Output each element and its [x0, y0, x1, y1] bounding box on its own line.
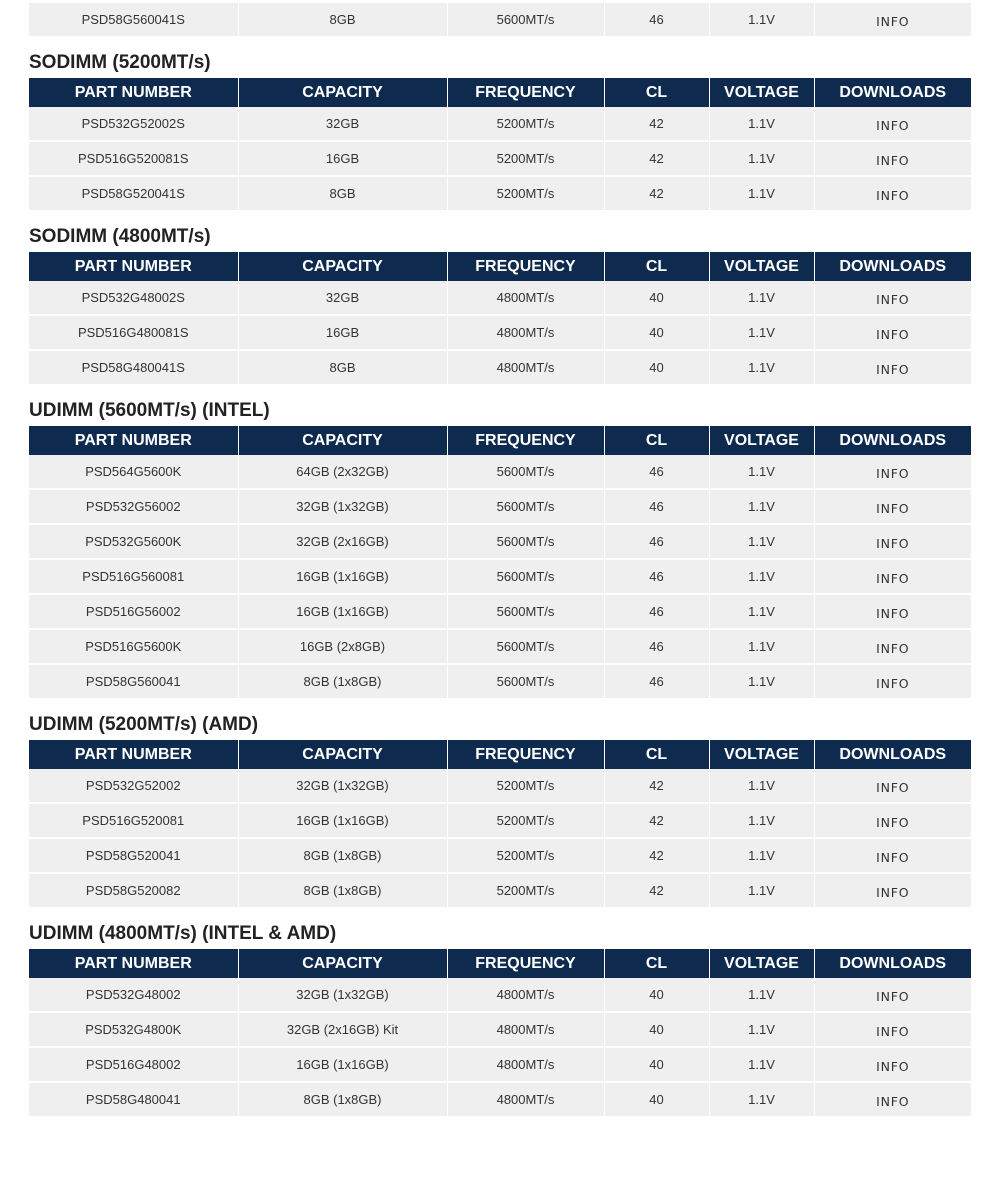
- info-link[interactable]: INFO: [876, 501, 910, 516]
- cl-cell: 40: [604, 350, 709, 384]
- part-number-cell: PSD516G560081: [29, 559, 238, 594]
- capacity-cell: 16GB: [238, 315, 447, 350]
- cl-cell: 40: [604, 1047, 709, 1082]
- info-link[interactable]: INFO: [876, 850, 910, 865]
- downloads-cell: [814, 873, 971, 907]
- table-header-row: [29, 78, 971, 107]
- header-downloads: DOWNLOADS: [814, 740, 971, 769]
- header-frequency: FREQUENCY: [447, 426, 604, 455]
- header-voltage: VOLTAGE: [709, 426, 814, 455]
- spec-table: [29, 252, 971, 384]
- downloads-cell: [814, 559, 971, 594]
- header-part-number: PART NUMBER: [29, 740, 238, 769]
- cl-cell: 42: [604, 141, 709, 176]
- table-row: [29, 315, 971, 350]
- voltage-cell: 1.1V: [709, 769, 814, 803]
- voltage-cell: 1.1V: [709, 176, 814, 210]
- downloads-cell: [814, 141, 971, 176]
- part-number-cell: PSD532G5600K: [29, 524, 238, 559]
- header-voltage: VOLTAGE: [709, 252, 814, 281]
- part-number-cell: PSD532G4800K: [29, 1012, 238, 1047]
- cl-cell: 40: [604, 281, 709, 315]
- info-link[interactable]: INFO: [876, 780, 910, 795]
- product-section: [29, 48, 971, 210]
- table-row: [29, 1012, 971, 1047]
- capacity-cell: 32GB (2x16GB) Kit: [238, 1012, 447, 1047]
- table-row: [29, 489, 971, 524]
- downloads-cell: [814, 524, 971, 559]
- part-number-cell: PSD58G560041: [29, 664, 238, 698]
- part-number-cell: PSD516G56002: [29, 594, 238, 629]
- capacity-cell: 32GB (1x32GB): [238, 769, 447, 803]
- capacity-cell: 8GB: [238, 350, 447, 384]
- header-downloads: DOWNLOADS: [814, 78, 971, 107]
- table-row: [29, 141, 971, 176]
- cl-cell: 42: [604, 803, 709, 838]
- capacity-cell: 16GB (1x16GB): [238, 1047, 447, 1082]
- info-link[interactable]: INFO: [876, 466, 910, 481]
- frequency-cell: 5200MT/s: [447, 803, 604, 838]
- header-voltage: VOLTAGE: [709, 78, 814, 107]
- part-number-cell: PSD516G520081: [29, 803, 238, 838]
- header-part-number: PART NUMBER: [29, 426, 238, 455]
- downloads-cell: [814, 664, 971, 698]
- downloads-cell: [814, 803, 971, 838]
- table-header-row: [29, 426, 971, 455]
- voltage-cell: 1.1V: [709, 489, 814, 524]
- header-capacity: CAPACITY: [238, 252, 447, 281]
- voltage-cell: 1.1V: [709, 1082, 814, 1116]
- info-link[interactable]: INFO: [876, 815, 910, 830]
- table-header-row: [29, 252, 971, 281]
- frequency-cell: 5200MT/s: [447, 107, 604, 141]
- info-link[interactable]: INFO: [876, 536, 910, 551]
- cl-cell: 46: [604, 489, 709, 524]
- table-row: [29, 769, 971, 803]
- part-number-cell: PSD58G480041: [29, 1082, 238, 1116]
- header-cl: CL: [604, 252, 709, 281]
- table-row: [29, 664, 971, 698]
- downloads-cell: [814, 315, 971, 350]
- info-link[interactable]: INFO: [876, 362, 910, 377]
- info-link[interactable]: INFO: [876, 1094, 910, 1109]
- downloads-cell: [814, 594, 971, 629]
- voltage-cell: 1.1V: [709, 873, 814, 907]
- part-number-cell: PSD516G520081S: [29, 141, 238, 176]
- header-frequency: FREQUENCY: [447, 949, 604, 978]
- part-number-cell: PSD532G56002: [29, 489, 238, 524]
- header-voltage: VOLTAGE: [709, 740, 814, 769]
- info-link[interactable]: INFO: [876, 1024, 910, 1039]
- cl-cell: 46: [604, 559, 709, 594]
- table-row: [29, 978, 971, 1012]
- voltage-cell: 1.1V: [709, 629, 814, 664]
- info-link[interactable]: INFO: [876, 571, 910, 586]
- capacity-cell: 8GB (1x8GB): [238, 838, 447, 873]
- header-part-number: PART NUMBER: [29, 252, 238, 281]
- section-title: SODIMM (5200MT/s): [29, 52, 211, 73]
- capacity-cell: 8GB (1x8GB): [238, 1082, 447, 1116]
- voltage-cell: 1.1V: [709, 838, 814, 873]
- cl-cell: 42: [604, 176, 709, 210]
- capacity-cell: 32GB: [238, 107, 447, 141]
- table-row: [29, 455, 971, 489]
- info-link[interactable]: INFO: [876, 14, 910, 29]
- table-row: [29, 594, 971, 629]
- cl-cell: 40: [604, 1082, 709, 1116]
- capacity-cell: 8GB (1x8GB): [238, 873, 447, 907]
- product-section: [29, 710, 971, 907]
- downloads-cell: [814, 1047, 971, 1082]
- part-number-cell: PSD58G560041S: [29, 3, 238, 36]
- cl-cell: 42: [604, 769, 709, 803]
- spec-table: [29, 78, 971, 210]
- capacity-cell: 32GB (2x16GB): [238, 524, 447, 559]
- voltage-cell: 1.1V: [709, 315, 814, 350]
- info-link[interactable]: INFO: [876, 1059, 910, 1074]
- downloads-cell: [814, 629, 971, 664]
- previous-table-tail: [29, 3, 971, 36]
- voltage-cell: 1.1V: [709, 664, 814, 698]
- voltage-cell: 1.1V: [709, 3, 814, 36]
- voltage-cell: 1.1V: [709, 978, 814, 1012]
- header-part-number: PART NUMBER: [29, 78, 238, 107]
- frequency-cell: 4800MT/s: [447, 281, 604, 315]
- frequency-cell: 4800MT/s: [447, 978, 604, 1012]
- info-link[interactable]: INFO: [876, 292, 910, 307]
- part-number-cell: PSD58G520082: [29, 873, 238, 907]
- cl-cell: 46: [604, 629, 709, 664]
- downloads-cell: [814, 455, 971, 489]
- cl-cell: 40: [604, 1012, 709, 1047]
- frequency-cell: 5600MT/s: [447, 664, 604, 698]
- capacity-cell: 8GB (1x8GB): [238, 664, 447, 698]
- header-capacity: CAPACITY: [238, 426, 447, 455]
- frequency-cell: 5600MT/s: [447, 524, 604, 559]
- spec-table: [29, 426, 971, 698]
- downloads-cell: [814, 1082, 971, 1116]
- capacity-cell: 8GB: [238, 176, 447, 210]
- header-downloads: DOWNLOADS: [814, 426, 971, 455]
- table-row: [29, 3, 971, 36]
- part-number-cell: PSD532G52002: [29, 769, 238, 803]
- table-row: [29, 559, 971, 594]
- voltage-cell: 1.1V: [709, 455, 814, 489]
- downloads-cell: [814, 1012, 971, 1047]
- downloads-cell: [814, 769, 971, 803]
- cl-cell: 40: [604, 315, 709, 350]
- table-row: [29, 176, 971, 210]
- voltage-cell: 1.1V: [709, 559, 814, 594]
- part-number-cell: PSD516G5600K: [29, 629, 238, 664]
- downloads-cell: [814, 281, 971, 315]
- part-number-cell: PSD532G52002S: [29, 107, 238, 141]
- voltage-cell: 1.1V: [709, 350, 814, 384]
- info-link[interactable]: INFO: [876, 641, 910, 656]
- section-title: UDIMM (5200MT/s) (AMD): [29, 714, 259, 735]
- capacity-cell: 16GB (2x8GB): [238, 629, 447, 664]
- capacity-cell: 16GB (1x16GB): [238, 559, 447, 594]
- downloads-cell: [814, 838, 971, 873]
- downloads-cell: [814, 3, 971, 36]
- voltage-cell: 1.1V: [709, 524, 814, 559]
- frequency-cell: 5600MT/s: [447, 629, 604, 664]
- table-header-row: [29, 949, 971, 978]
- voltage-cell: 1.1V: [709, 594, 814, 629]
- table-row: [29, 524, 971, 559]
- header-frequency: FREQUENCY: [447, 252, 604, 281]
- info-link[interactable]: INFO: [876, 118, 910, 133]
- header-capacity: CAPACITY: [238, 78, 447, 107]
- capacity-cell: 16GB (1x16GB): [238, 803, 447, 838]
- header-cl: CL: [604, 740, 709, 769]
- frequency-cell: 5200MT/s: [447, 769, 604, 803]
- header-part-number: PART NUMBER: [29, 949, 238, 978]
- downloads-cell: [814, 107, 971, 141]
- capacity-cell: 8GB: [238, 3, 447, 36]
- part-number-cell: PSD532G48002: [29, 978, 238, 1012]
- frequency-cell: 5600MT/s: [447, 489, 604, 524]
- part-number-cell: PSD58G480041S: [29, 350, 238, 384]
- table-row: [29, 350, 971, 384]
- frequency-cell: 4800MT/s: [447, 1047, 604, 1082]
- frequency-cell: 4800MT/s: [447, 315, 604, 350]
- part-number-cell: PSD58G520041: [29, 838, 238, 873]
- cl-cell: 46: [604, 524, 709, 559]
- cl-cell: 46: [604, 455, 709, 489]
- frequency-cell: 5600MT/s: [447, 3, 604, 36]
- table-row: [29, 873, 971, 907]
- frequency-cell: 5600MT/s: [447, 559, 604, 594]
- downloads-cell: [814, 978, 971, 1012]
- capacity-cell: 16GB (1x16GB): [238, 594, 447, 629]
- voltage-cell: 1.1V: [709, 141, 814, 176]
- product-section: [29, 396, 971, 698]
- downloads-cell: [814, 489, 971, 524]
- frequency-cell: 5200MT/s: [447, 838, 604, 873]
- voltage-cell: 1.1V: [709, 1047, 814, 1082]
- header-capacity: CAPACITY: [238, 740, 447, 769]
- product-section: [29, 919, 971, 1116]
- info-link[interactable]: INFO: [876, 885, 910, 900]
- frequency-cell: 4800MT/s: [447, 350, 604, 384]
- cl-cell: 42: [604, 107, 709, 141]
- part-number-cell: PSD516G480081S: [29, 315, 238, 350]
- frequency-cell: 5200MT/s: [447, 176, 604, 210]
- capacity-cell: 32GB (1x32GB): [238, 978, 447, 1012]
- capacity-cell: 16GB: [238, 141, 447, 176]
- frequency-cell: 5600MT/s: [447, 594, 604, 629]
- info-link[interactable]: INFO: [876, 327, 910, 342]
- downloads-cell: [814, 176, 971, 210]
- table-row: [29, 629, 971, 664]
- cl-cell: 40: [604, 978, 709, 1012]
- cl-cell: 46: [604, 594, 709, 629]
- voltage-cell: 1.1V: [709, 803, 814, 838]
- section-title: UDIMM (5600MT/s) (INTEL): [29, 400, 270, 421]
- info-link[interactable]: INFO: [876, 153, 910, 168]
- capacity-cell: 32GB: [238, 281, 447, 315]
- header-cl: CL: [604, 78, 709, 107]
- table-header-row: [29, 740, 971, 769]
- header-capacity: CAPACITY: [238, 949, 447, 978]
- table-row: [29, 1082, 971, 1116]
- header-voltage: VOLTAGE: [709, 949, 814, 978]
- frequency-cell: 5200MT/s: [447, 873, 604, 907]
- section-title: UDIMM (4800MT/s) (INTEL & AMD): [29, 923, 337, 944]
- cl-cell: 42: [604, 838, 709, 873]
- table-row: [29, 107, 971, 141]
- header-cl: CL: [604, 949, 709, 978]
- product-section: [29, 222, 971, 384]
- table-row: [29, 838, 971, 873]
- header-downloads: DOWNLOADS: [814, 252, 971, 281]
- part-number-cell: PSD516G48002: [29, 1047, 238, 1082]
- info-link[interactable]: INFO: [876, 989, 910, 1004]
- capacity-cell: 32GB (1x32GB): [238, 489, 447, 524]
- info-link[interactable]: INFO: [876, 606, 910, 621]
- table-row: [29, 281, 971, 315]
- cl-cell: 46: [604, 3, 709, 36]
- table-row: [29, 1047, 971, 1082]
- spec-table: [29, 949, 971, 1116]
- frequency-cell: 4800MT/s: [447, 1012, 604, 1047]
- section-title: SODIMM (4800MT/s): [29, 226, 211, 247]
- voltage-cell: 1.1V: [709, 281, 814, 315]
- frequency-cell: 4800MT/s: [447, 1082, 604, 1116]
- spec-table: [29, 740, 971, 907]
- voltage-cell: 1.1V: [709, 107, 814, 141]
- part-number-cell: PSD532G48002S: [29, 281, 238, 315]
- part-number-cell: PSD58G520041S: [29, 176, 238, 210]
- part-number-cell: PSD564G5600K: [29, 455, 238, 489]
- header-downloads: DOWNLOADS: [814, 949, 971, 978]
- voltage-cell: 1.1V: [709, 1012, 814, 1047]
- capacity-cell: 64GB (2x32GB): [238, 455, 447, 489]
- info-link[interactable]: INFO: [876, 188, 910, 203]
- table-row: [29, 803, 971, 838]
- cl-cell: 42: [604, 873, 709, 907]
- downloads-cell: [814, 350, 971, 384]
- header-frequency: FREQUENCY: [447, 78, 604, 107]
- cl-cell: 46: [604, 664, 709, 698]
- frequency-cell: 5600MT/s: [447, 455, 604, 489]
- sections: [29, 48, 971, 1116]
- info-link[interactable]: INFO: [876, 676, 910, 691]
- spec-tables: [29, 0, 971, 1116]
- header-frequency: FREQUENCY: [447, 740, 604, 769]
- frequency-cell: 5200MT/s: [447, 141, 604, 176]
- header-cl: CL: [604, 426, 709, 455]
